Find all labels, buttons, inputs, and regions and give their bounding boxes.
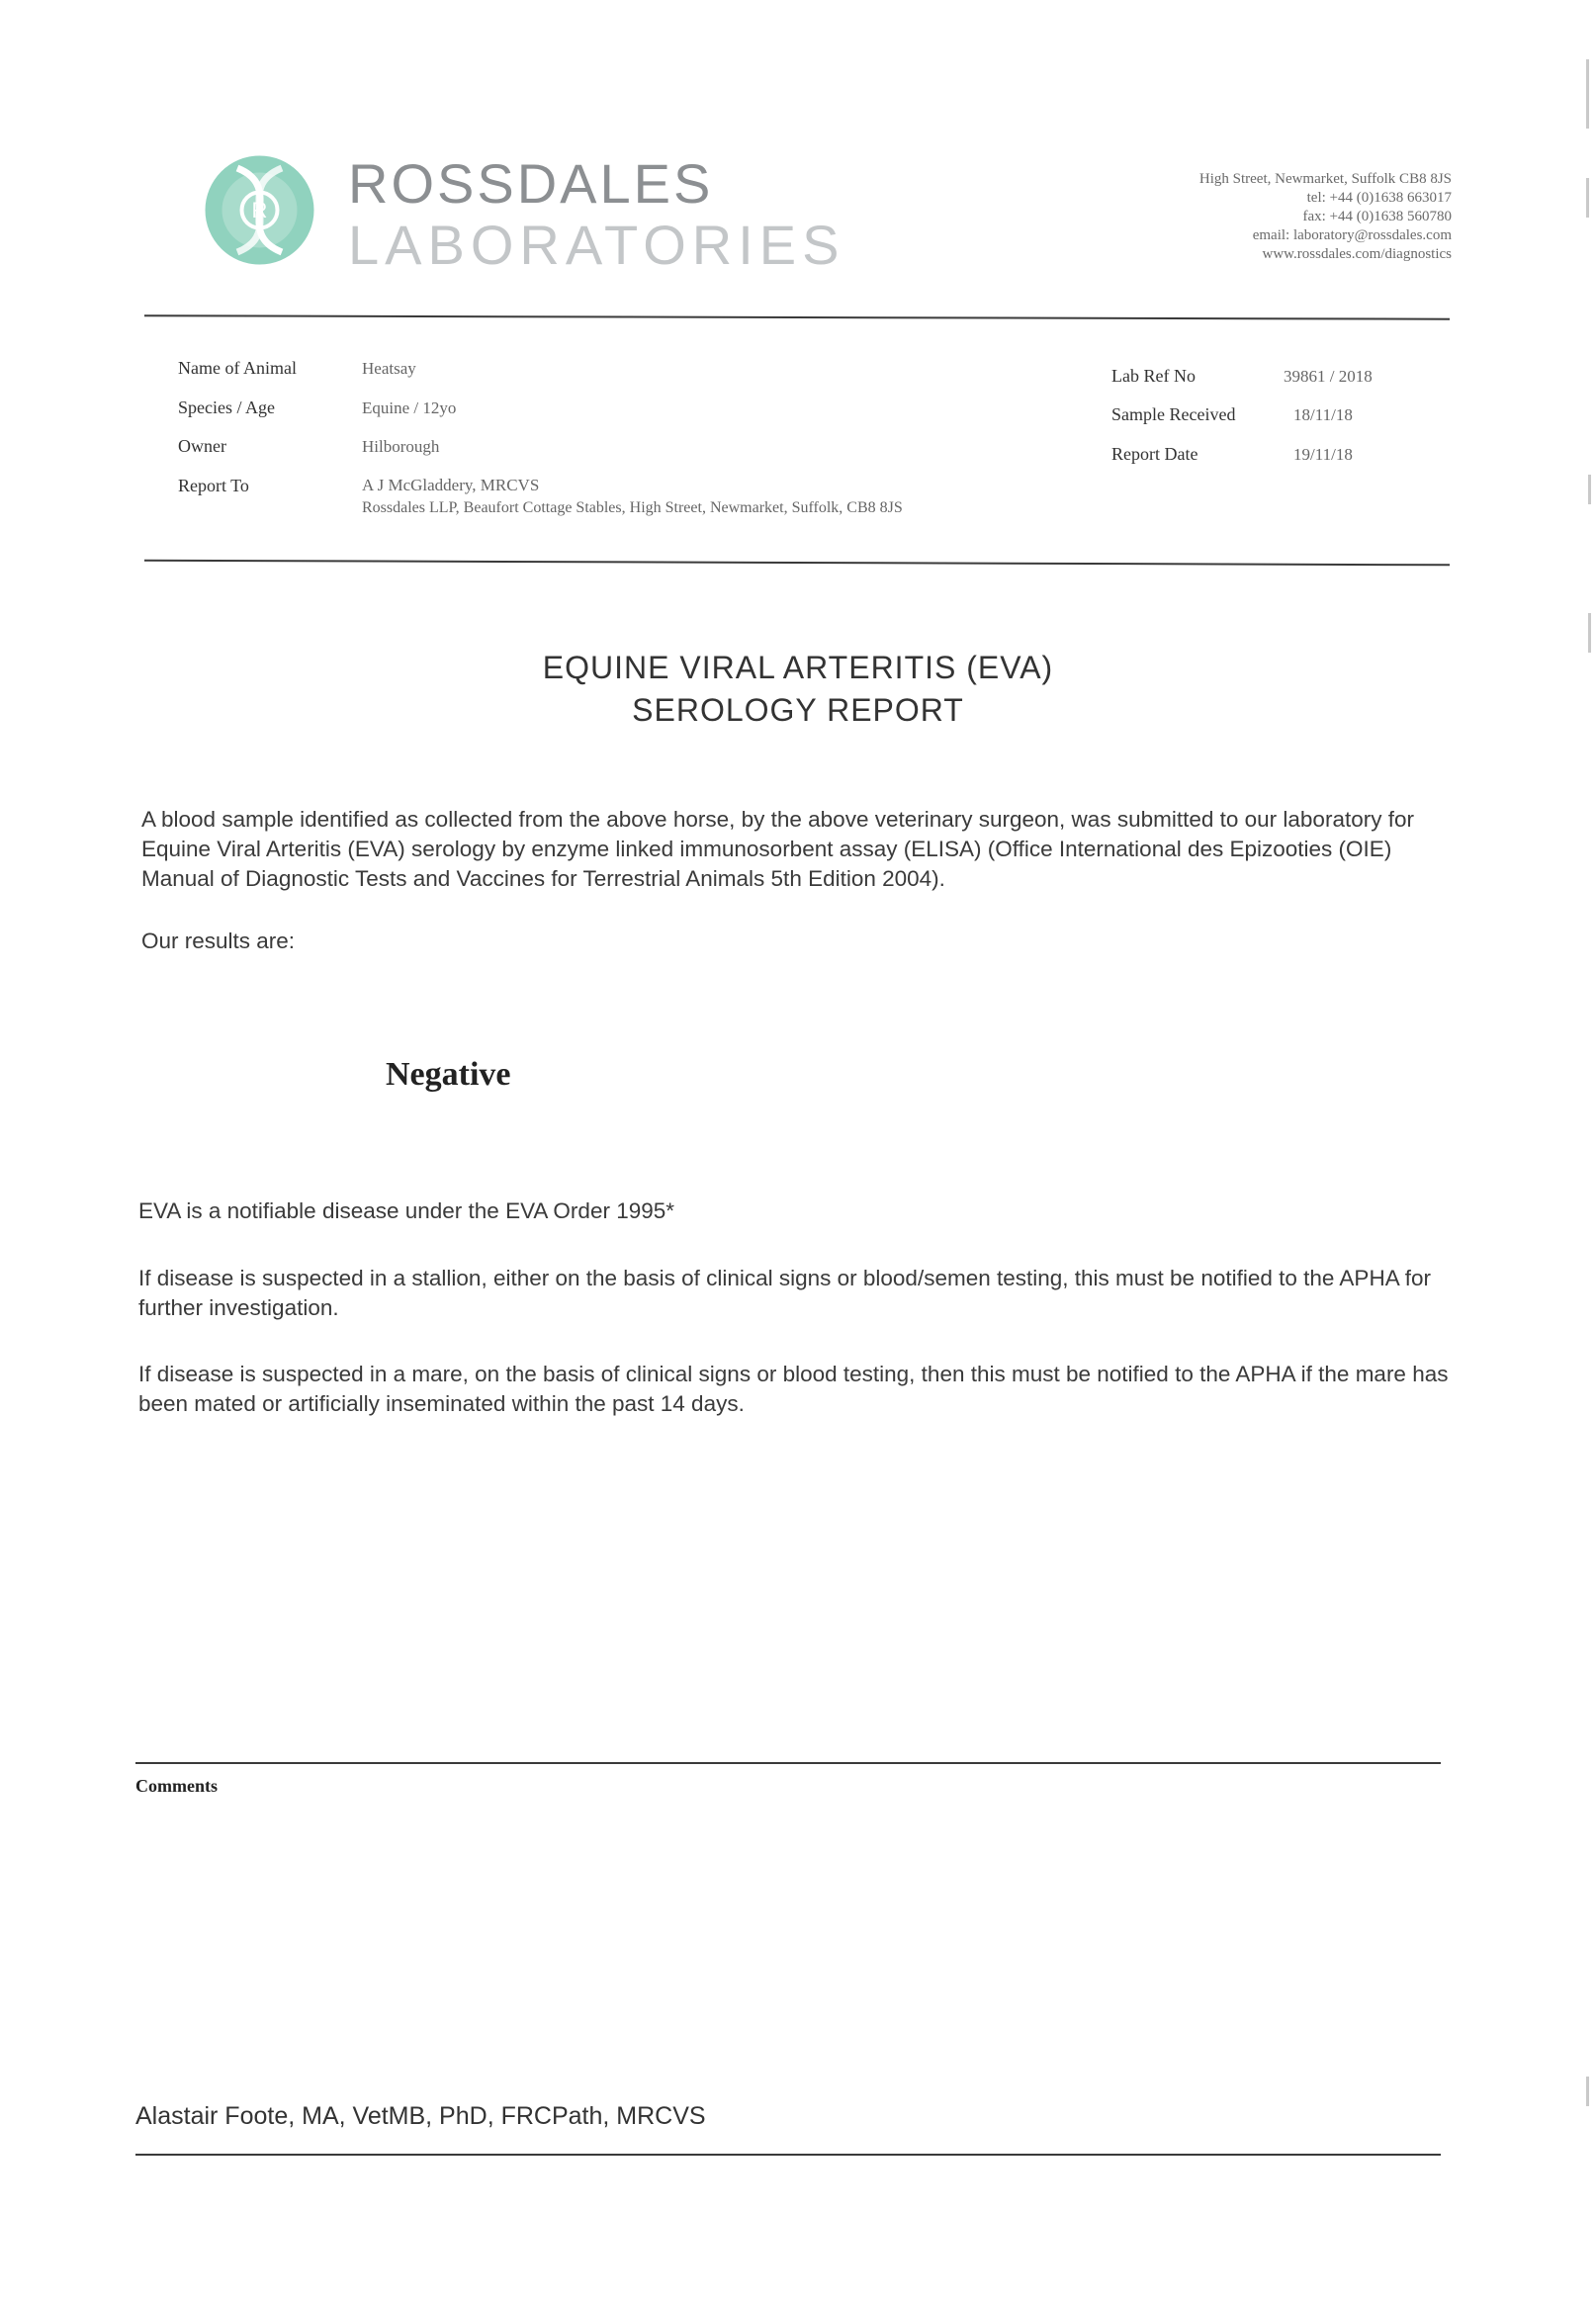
details-divider (144, 560, 1450, 567)
sample-received-label: Sample Received (1111, 404, 1236, 424)
name-of-animal-label: Name of Animal (178, 358, 297, 378)
scan-edge-mark (1586, 59, 1589, 129)
report-date-value: 19/11/18 (1293, 445, 1353, 464)
footer-divider (135, 2154, 1441, 2156)
name-of-animal-value: Heatsay (362, 359, 416, 378)
sample-received-value: 18/11/18 (1293, 405, 1353, 424)
report-to-address: Rossdales LLP, Beaufort Cottage Stables, High Street, Newmarket, Suffolk, CB8 8JS (362, 499, 903, 516)
species-age-value: Equine / 12yo (362, 398, 457, 417)
address-line: email: laboratory@rossdales.com (1252, 227, 1452, 243)
brand-name: ROSSDALES (348, 152, 714, 215)
intro-paragraph: A blood sample identified as collected from the above horse, by the above veterinary surgeon, was submitted to our laboratory for Equine Viral Arteritis (EVA) serology by enzyme linked immunosorbent assay (ELISA) (Office International des Epizooties (OIE) Manual of Diagnostic Tests and Vaccines for Terrestrial Animals 5th Edition 2004). (141, 807, 1414, 891)
mare-note: If disease is suspected in a mare, on the basis of clinical signs or blood testing, then this must be notified to the APHA if the mare has been mated or artificially inseminated within the past 14 days. (138, 1362, 1449, 1416)
report-title: EQUINE VIRAL ARTERITIS (EVA) (542, 650, 1054, 685)
scan-edge-mark (1588, 475, 1591, 504)
rossdales-logo-icon (198, 148, 321, 272)
stallion-note: If disease is suspected in a stallion, either on the basis of clinical signs or blood/semen testing, this must be notified to the APHA for further investigation. (138, 1266, 1431, 1320)
comments-label: Comments (135, 1776, 218, 1796)
header-divider (144, 314, 1450, 319)
address-line: fax: +44 (0)1638 560780 (1302, 209, 1452, 224)
lab-ref-value: 39861 / 2018 (1284, 367, 1373, 386)
report-to-name: A J McGladdery, MRCVS (362, 476, 540, 494)
svg-text:R: R (251, 198, 268, 222)
address-line: High Street, Newmarket, Suffolk CB8 8JS (1198, 171, 1452, 187)
address-line: www.rossdales.com/diagnostics (1262, 246, 1452, 262)
comments-divider (135, 1762, 1441, 1764)
brand-subtitle: LABORATORIES (348, 214, 845, 276)
report-date-label: Report Date (1111, 444, 1198, 464)
owner-label: Owner (178, 436, 226, 456)
notifiable-statement: EVA is a notifiable disease under the EVA Order 1995* (138, 1198, 675, 1223)
results-intro: Our results are: (141, 929, 296, 953)
lab-address (1199, 170, 1452, 264)
signatory-name: Alastair Foote, MA, VetMB, PhD, FRCPath, MRCVS (135, 2102, 706, 2130)
report-to-label: Report To (178, 476, 249, 495)
scan-edge-mark (1586, 178, 1589, 218)
owner-value: Hilborough (362, 437, 440, 456)
species-age-label: Species / Age (178, 398, 275, 417)
report-subtitle: SEROLOGY REPORT (632, 692, 964, 728)
address-line: tel: +44 (0)1638 663017 (1306, 190, 1452, 206)
test-result: Negative (386, 1056, 511, 1093)
scan-edge-mark (1586, 2077, 1589, 2106)
scan-edge-mark (1588, 613, 1591, 653)
lab-ref-label: Lab Ref No (1111, 366, 1196, 386)
